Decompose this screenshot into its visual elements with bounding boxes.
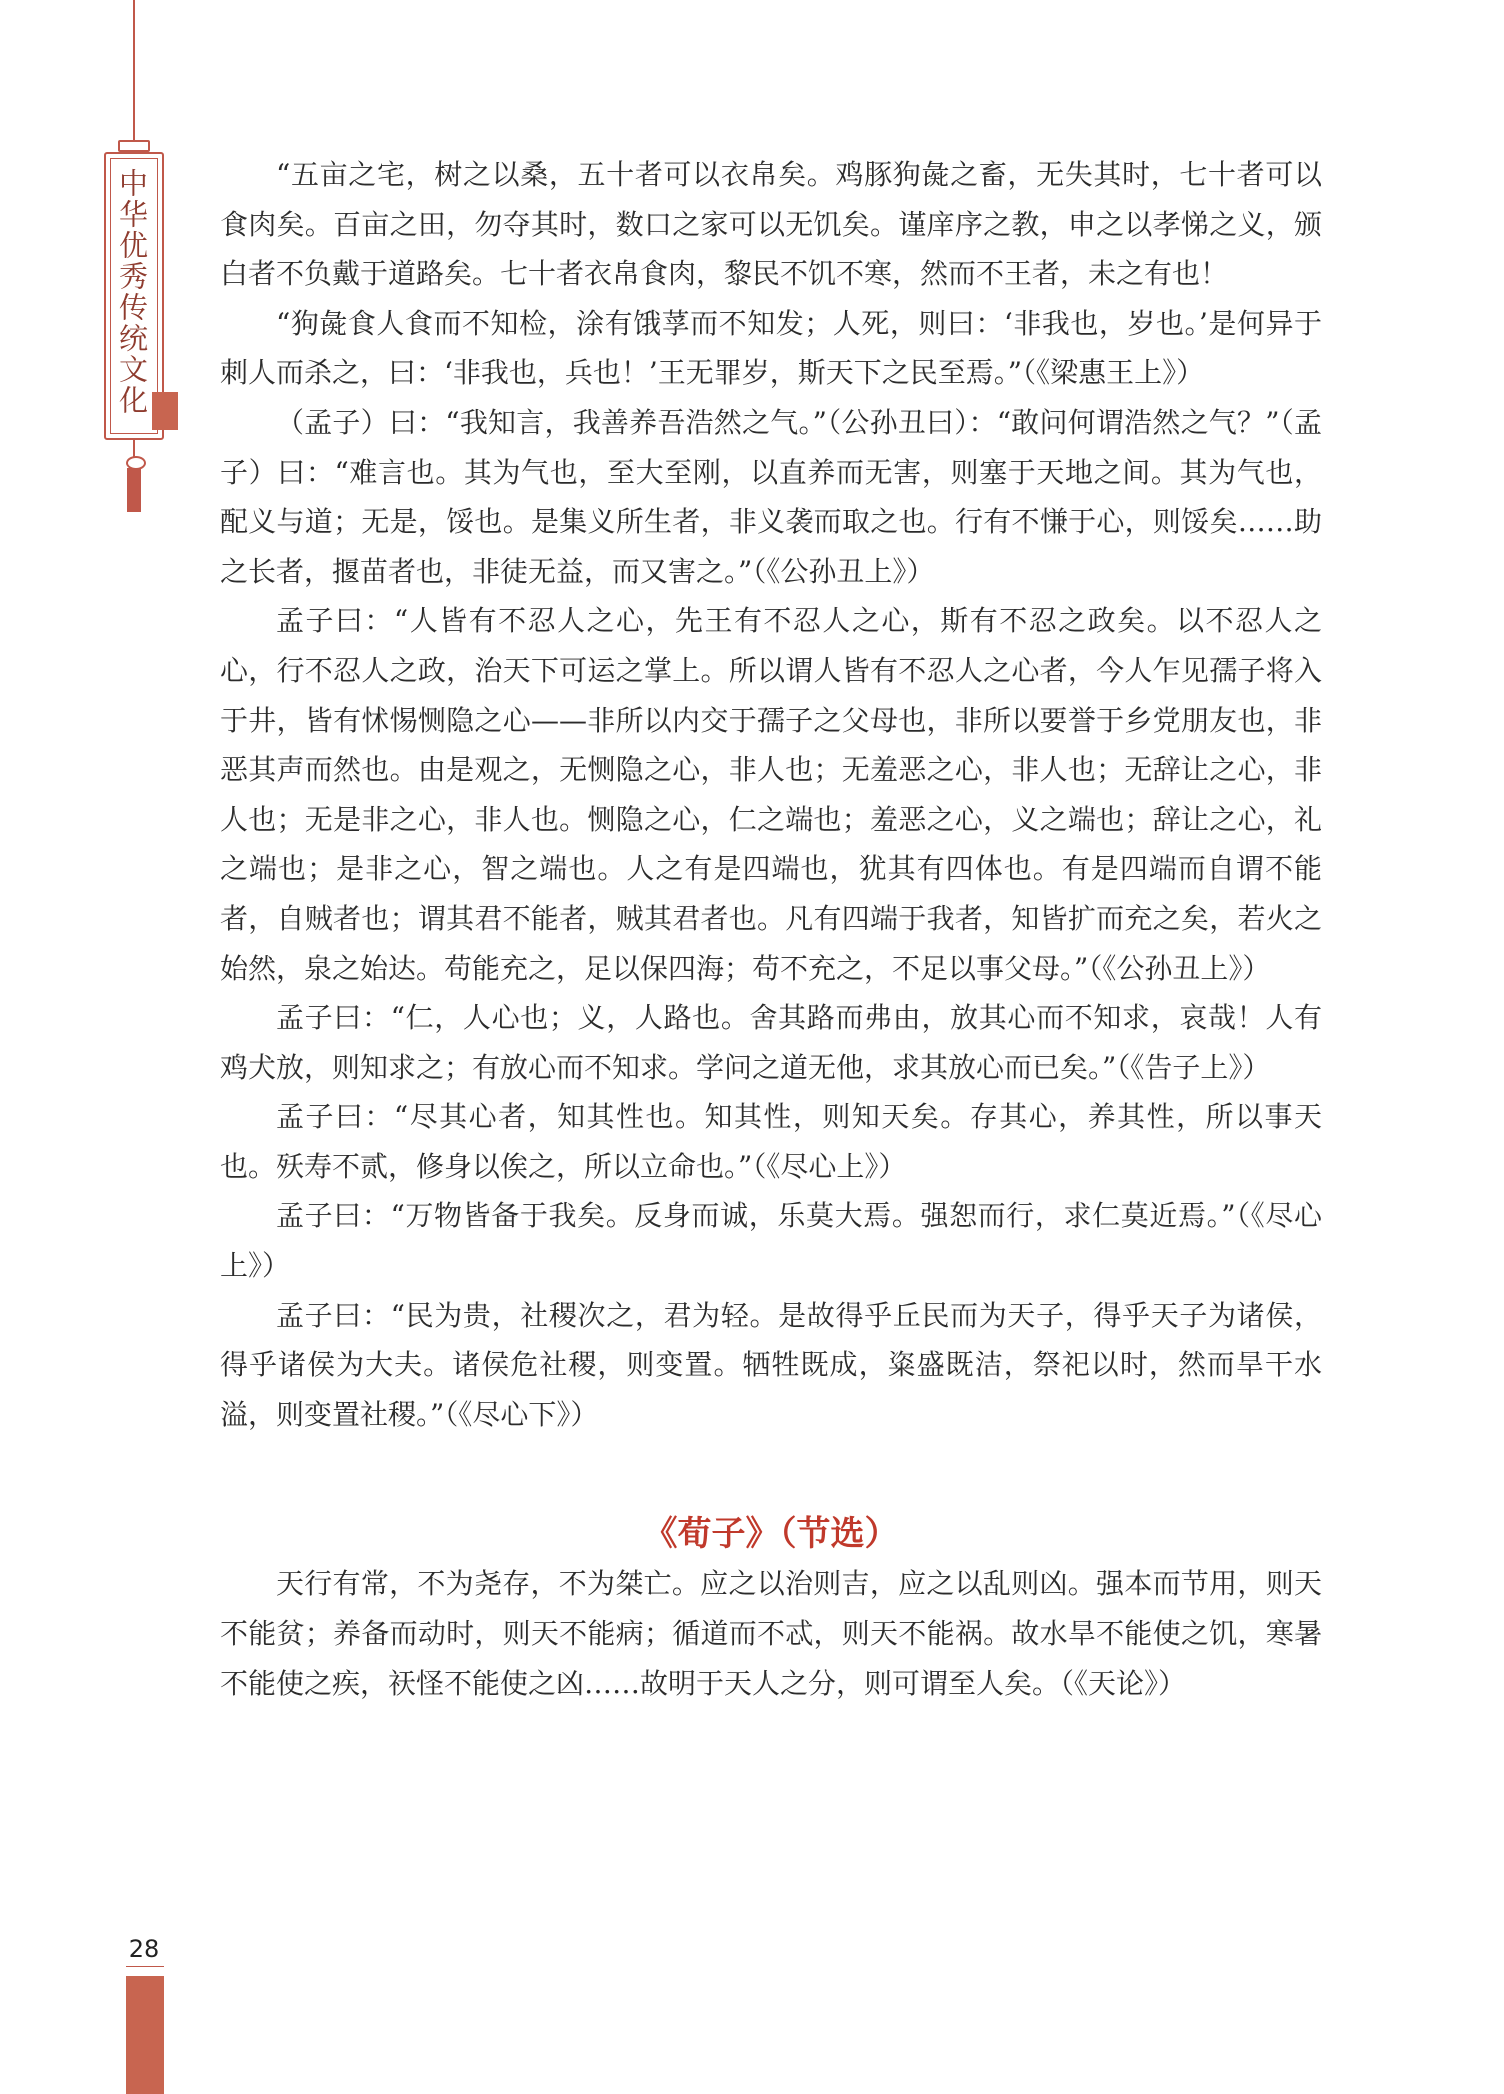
- page-number: 28: [128, 1935, 160, 1963]
- tag-string-bottom: [133, 438, 135, 458]
- paragraph: （孟子）曰：“我知言，我善养吾浩然之气。”（公孙丑曰）：“敢问何谓浩然之气？”（孟子）曰：“难言也。其为气也，至大至刚，以直养而无害，则塞于天地之间。其为气也，配义与道；无是，馁也。是集义所生者，非义袭而取之也。行有不慊于心，则馁矣……助之长者，揠苗者也，非徒无益，而又害之。”（《公孙丑上》）: [220, 405, 1322, 588]
- side-tag-title: 中华优秀传统文化: [115, 168, 149, 416]
- page-number-rule: [126, 1966, 164, 1967]
- page-number-bar: [126, 1976, 164, 2094]
- paragraph: 孟子曰：“民为贵，社稷次之，君为轻。是故得乎丘民而为天子，得乎天子为诸侯，得乎诸侯为大夫。诸侯危社稷，则变置。牺牲既成，粢盛既洁，祭祀以时，然而旱干水溢，则变置社稷。”（《尽心下》）: [220, 1298, 1322, 1431]
- section-heading: 《荀子》（节选）: [643, 1514, 899, 1555]
- paragraph: 孟子曰：“万物皆备于我矣。反身而诚，乐莫大焉。强恕而行，求仁莫近焉。”（《尽心上》）: [220, 1199, 1322, 1283]
- paragraph: 孟子曰：“人皆有不忍人之心，先王有不忍人之心，斯有不忍之政矣。以不忍人之心，行不忍人之政，治天下可运之掌上。所以谓人皆有不忍人之心者，今人乍见孺子将入于井，皆有怵惕恻隐之心——非所以内交于孺子之父母也，非所以要誉于乡党朋友也，非恶其声而然也。由是观之，无恻隐之心，非人也；无羞恶之心，非人也；无辞让之心，非人也；无是非之心，非人也。恻隐之心，仁之端也；羞恶之心，义之端也；辞让之心，礼之端也；是非之心，智之端也。人之有是四端也，犹其有四体也。有是四端而自谓不能者，自贼者也；谓其君不能者，贼其君者也。凡有四端于我者，知皆扩而充之矣，若火之始然，泉之始达。苟能充之，足以保四海；苟不充之，不足以事父母。”（《公孙丑上》）: [220, 604, 1322, 985]
- tag-string-top: [133, 0, 135, 140]
- tag-cap: [118, 140, 150, 152]
- paragraph: 孟子曰：“仁，人心也；义，人路也。舍其路而弗由，放其心而不知求，哀哉！人有鸡犬放，则知求之；有放心而不知求。学问之道无他，求其放心而已矣。”（《告子上》）: [220, 1001, 1322, 1084]
- tassel-icon: [127, 468, 141, 512]
- seal-icon: [152, 392, 178, 430]
- page-body: [220, 150, 1322, 1708]
- paragraph: “五亩之宅，树之以桑，五十者可以衣帛矣。鸡豚狗彘之畜，无失其时，七十者可以食肉矣。百亩之田，勿夺其时，数口之家可以无饥矣。谨庠序之教，申之以孝悌之义，颁白者不负戴于道路矣。七十者衣帛食肉，黎民不饥不寒，然而不王者，未之有也！: [220, 158, 1322, 291]
- paragraph: 天行有常，不为尧存，不为桀亡。应之以治则吉，应之以乱则凶。强本而节用，则天不能贫；养备而动时，则天不能病；循道而不忒，则天不能祸。故水旱不能使之饥，寒暑不能使之疾，祆怪不能使之凶……故明于天人之分，则可谓至人矣。（《天论》）: [220, 1567, 1322, 1700]
- paragraph: 孟子曰：“尽其心者，知其性也。知其性，则知天矣。存其心，养其性，所以事天也。殀寿不贰，修身以俟之，所以立命也。”（《尽心上》）: [220, 1100, 1322, 1183]
- paragraph: “狗彘食人食而不知检，涂有饿莩而不知发；人死，则曰：‘非我也，岁也。’是何异于刺人而杀之，曰：‘非我也，兵也！’王无罪岁，斯天下之民至焉。”（《梁惠王上》）: [220, 306, 1322, 390]
